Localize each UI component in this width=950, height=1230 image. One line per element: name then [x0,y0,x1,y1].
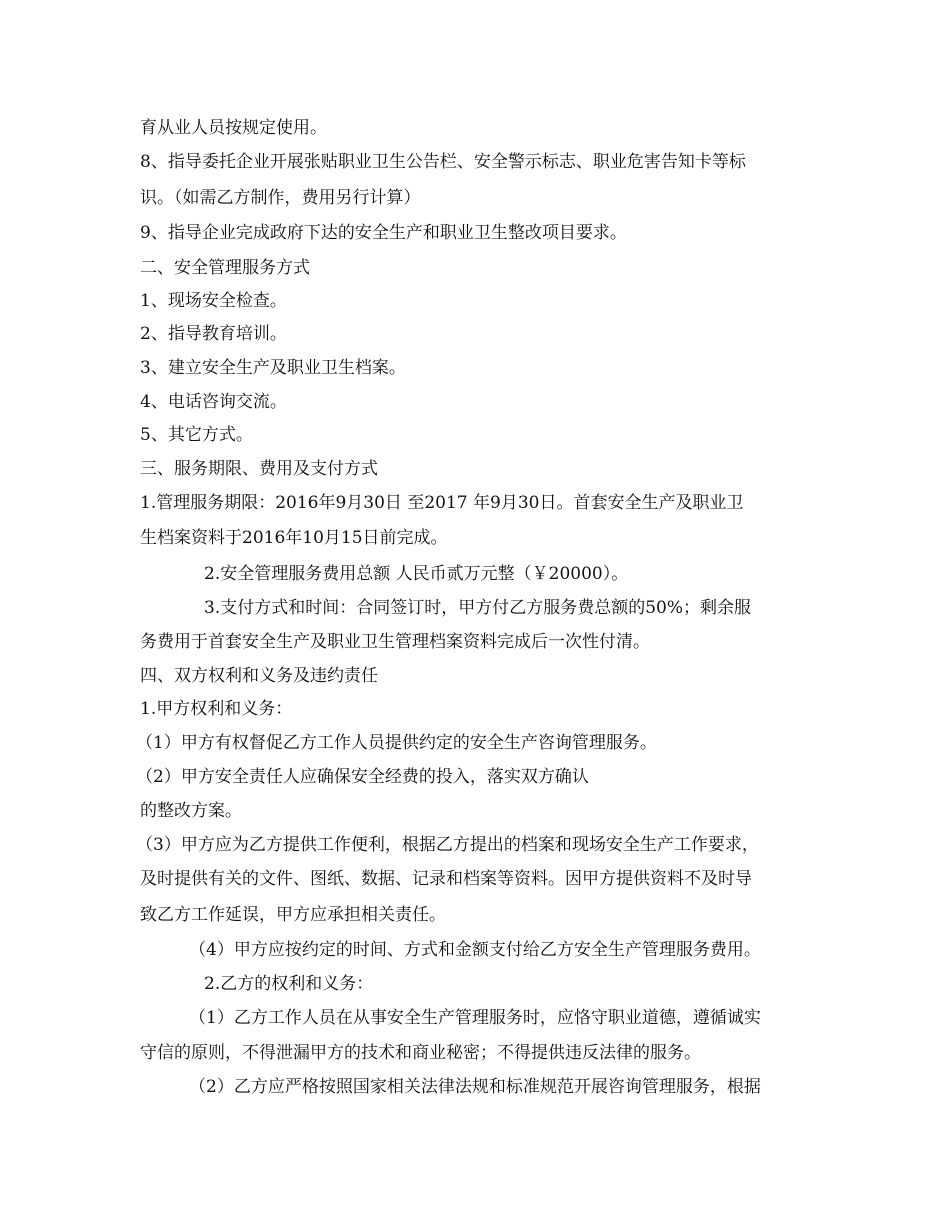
text-line: 1.管理服务期限：2016年9月30日 至2017 年9月30日。首套安全生产及职业卫 [140,493,744,513]
text-line: 育从业人员按规定使用。 [140,118,327,138]
text-line: 9、指导企业完成政府下达的安全生产和职业卫生整改项目要求。 [140,223,627,243]
section-heading: 三、服务期限、费用及支付方式 [140,459,378,479]
section-heading: 四、双方权利和义务及违约责任 [140,666,378,686]
section-heading: 二、安全管理服务方式 [140,258,310,278]
text-line: 2.安全管理服务费用总额 人民币贰万元整（￥20000）。 [204,564,629,584]
text-line: 1、现场安全检查。 [140,291,287,311]
text-line: （1）乙方工作人员在从事安全生产管理服务时，应恪守职业道德，遵循诚实 [189,1008,761,1028]
text-line: 致乙方工作延误，甲方应承担相关责任。 [140,905,446,925]
text-line: 的整改方案。 [140,801,242,821]
text-line: 5、其它方式。 [140,425,253,445]
text-line: 守信的原则，不得泄漏甲方的技术和商业秘密；不得提供违反法律的服务。 [140,1043,701,1063]
text-line: （4）甲方应按约定的时间、方式和金额支付给乙方安全生产管理服务费用。 [189,940,761,960]
text-line: 4、电话咨询交流。 [140,392,287,412]
text-line: 务费用于首套安全生产及职业卫生管理档案资料完成后一次性付清。 [140,632,650,652]
text-line: （2）甲方安全责任人应确保安全经费的投入，落实双方确认 [136,767,589,787]
text-line: 3、建立安全生产及职业卫生档案。 [140,358,406,378]
text-line: （1）甲方有权督促乙方工作人员提供约定的安全生产咨询管理服务。 [136,733,657,753]
text-line: 3.支付方式和时间：合同签订时，甲方付乙方服务费总额的50%；剩余服 [204,598,752,618]
text-line: 2、指导教育培训。 [140,324,287,344]
text-line: 8、指导委托企业开展张贴职业卫生公告栏、安全警示标志、职业危害告知卡等标 [140,152,746,172]
text-line: （3）甲方应为乙方提供工作便利，根据乙方提出的档案和现场安全生产工作要求， [136,835,759,855]
text-line: 生档案资料于2016年10月15日前完成。 [140,528,448,548]
text-line: 及时提供有关的文件、图纸、数据、记录和档案等资料。因甲方提供资料不及时导 [140,869,752,889]
text-line: （2）乙方应严格按照国家相关法律法规和标准规范开展咨询管理服务，根据 [189,1077,761,1097]
text-line: 2.乙方的权利和义务： [204,974,374,994]
text-line: 1.甲方权利和义务： [140,699,293,719]
text-line: 识。（如需乙方制作，费用另行计算） [140,188,421,208]
